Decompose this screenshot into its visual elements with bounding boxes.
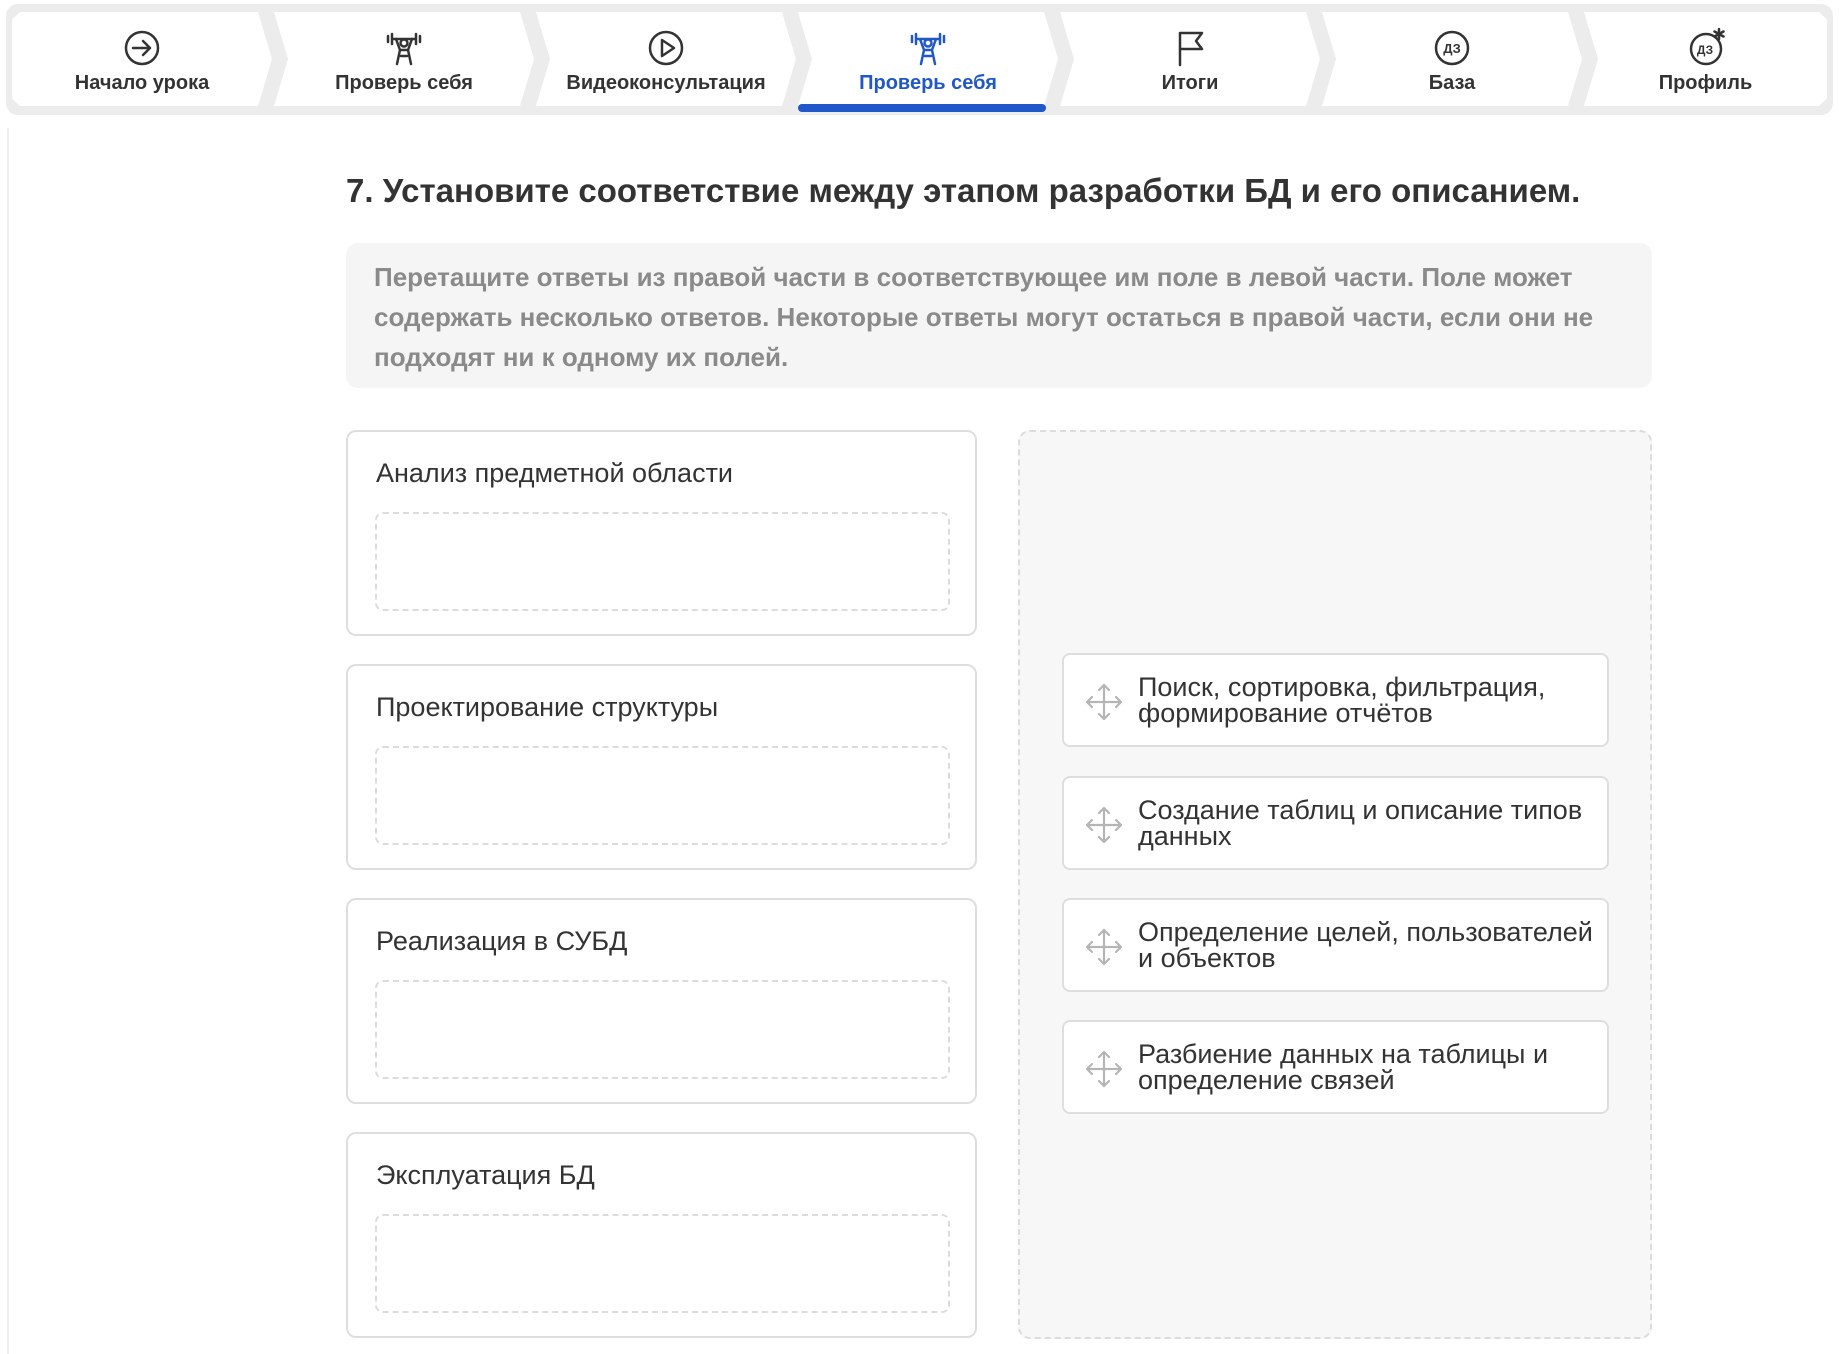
homework-badge-text: ДЗ: [1696, 43, 1713, 57]
move-icon: [1084, 927, 1124, 967]
question-title: 7. Установите соответствие между этапом разработки БД и его описанием.: [346, 172, 1581, 209]
answer-card[interactable]: [1062, 653, 1609, 747]
step-base[interactable]: [1322, 12, 1582, 106]
question-instruction: Перетащите ответы из правой части в соответствующее им поле в левой части. Поле может содержать несколько ответов. Некоторые ответы могут остаться в правой части, если они не подходят ни к одному их полей.: [346, 243, 1652, 388]
step-label: Итоги: [1161, 72, 1219, 94]
lesson-steps: [0, 0, 1839, 120]
answer-text: Создание таблиц и описание типов данных: [1138, 795, 1583, 851]
answer-text: Разбиение данных на таблицы и определение связей: [1138, 1039, 1549, 1095]
step-self-check-2[interactable]: [798, 12, 1058, 106]
step-video-consultation[interactable]: [536, 12, 796, 106]
step-self-check-1[interactable]: [274, 12, 534, 106]
step-label: Проверь себя: [335, 72, 473, 94]
step-label: Профиль: [1658, 72, 1753, 94]
homework-icon: [1432, 28, 1472, 68]
homework-badge-text: ДЗ: [1443, 41, 1461, 56]
drop-zone[interactable]: [375, 980, 950, 1079]
drop-zone[interactable]: [375, 512, 950, 611]
drop-zone[interactable]: [375, 1214, 950, 1313]
arrow-right-circle-icon: [122, 28, 162, 68]
weightlifter-icon: [908, 28, 948, 68]
target-label: Реализация в СУБД: [376, 926, 628, 956]
homework-star-icon: [1686, 28, 1726, 68]
answer-card[interactable]: [1062, 898, 1609, 992]
move-icon: [1084, 805, 1124, 845]
match-target-implementation: [346, 898, 977, 1104]
target-label: Проектирование структуры: [376, 692, 719, 722]
drop-zone[interactable]: [375, 746, 950, 845]
step-results[interactable]: [1060, 12, 1320, 106]
match-target-operation: [346, 1132, 977, 1338]
step-label: База: [1428, 72, 1476, 94]
step-label: Видеоконсультация: [566, 72, 766, 94]
play-circle-icon: [646, 28, 686, 68]
active-step-indicator: [798, 104, 1046, 112]
answer-text: Определение целей, пользователей и объектов: [1138, 917, 1593, 973]
target-label: Эксплуатация БД: [376, 1160, 595, 1190]
move-icon: [1084, 1049, 1124, 1089]
flag-icon: [1170, 28, 1210, 68]
answer-card[interactable]: [1062, 776, 1609, 870]
step-label: Начало урока: [74, 72, 210, 94]
move-icon: [1084, 682, 1124, 722]
answer-card[interactable]: [1062, 1020, 1609, 1114]
content-divider: [7, 128, 9, 1354]
step-lesson-start[interactable]: [12, 12, 272, 106]
match-target-design: [346, 664, 977, 870]
target-label: Анализ предметной области: [376, 458, 734, 488]
step-profile[interactable]: [1584, 12, 1827, 106]
answer-text: Поиск, сортировка, фильтрация, формирование отчётов: [1138, 672, 1546, 728]
match-target-analysis: [346, 430, 977, 636]
answers-pool[interactable]: [1018, 430, 1652, 1339]
step-label: Проверь себя: [859, 72, 997, 94]
weightlifter-icon: [384, 28, 424, 68]
